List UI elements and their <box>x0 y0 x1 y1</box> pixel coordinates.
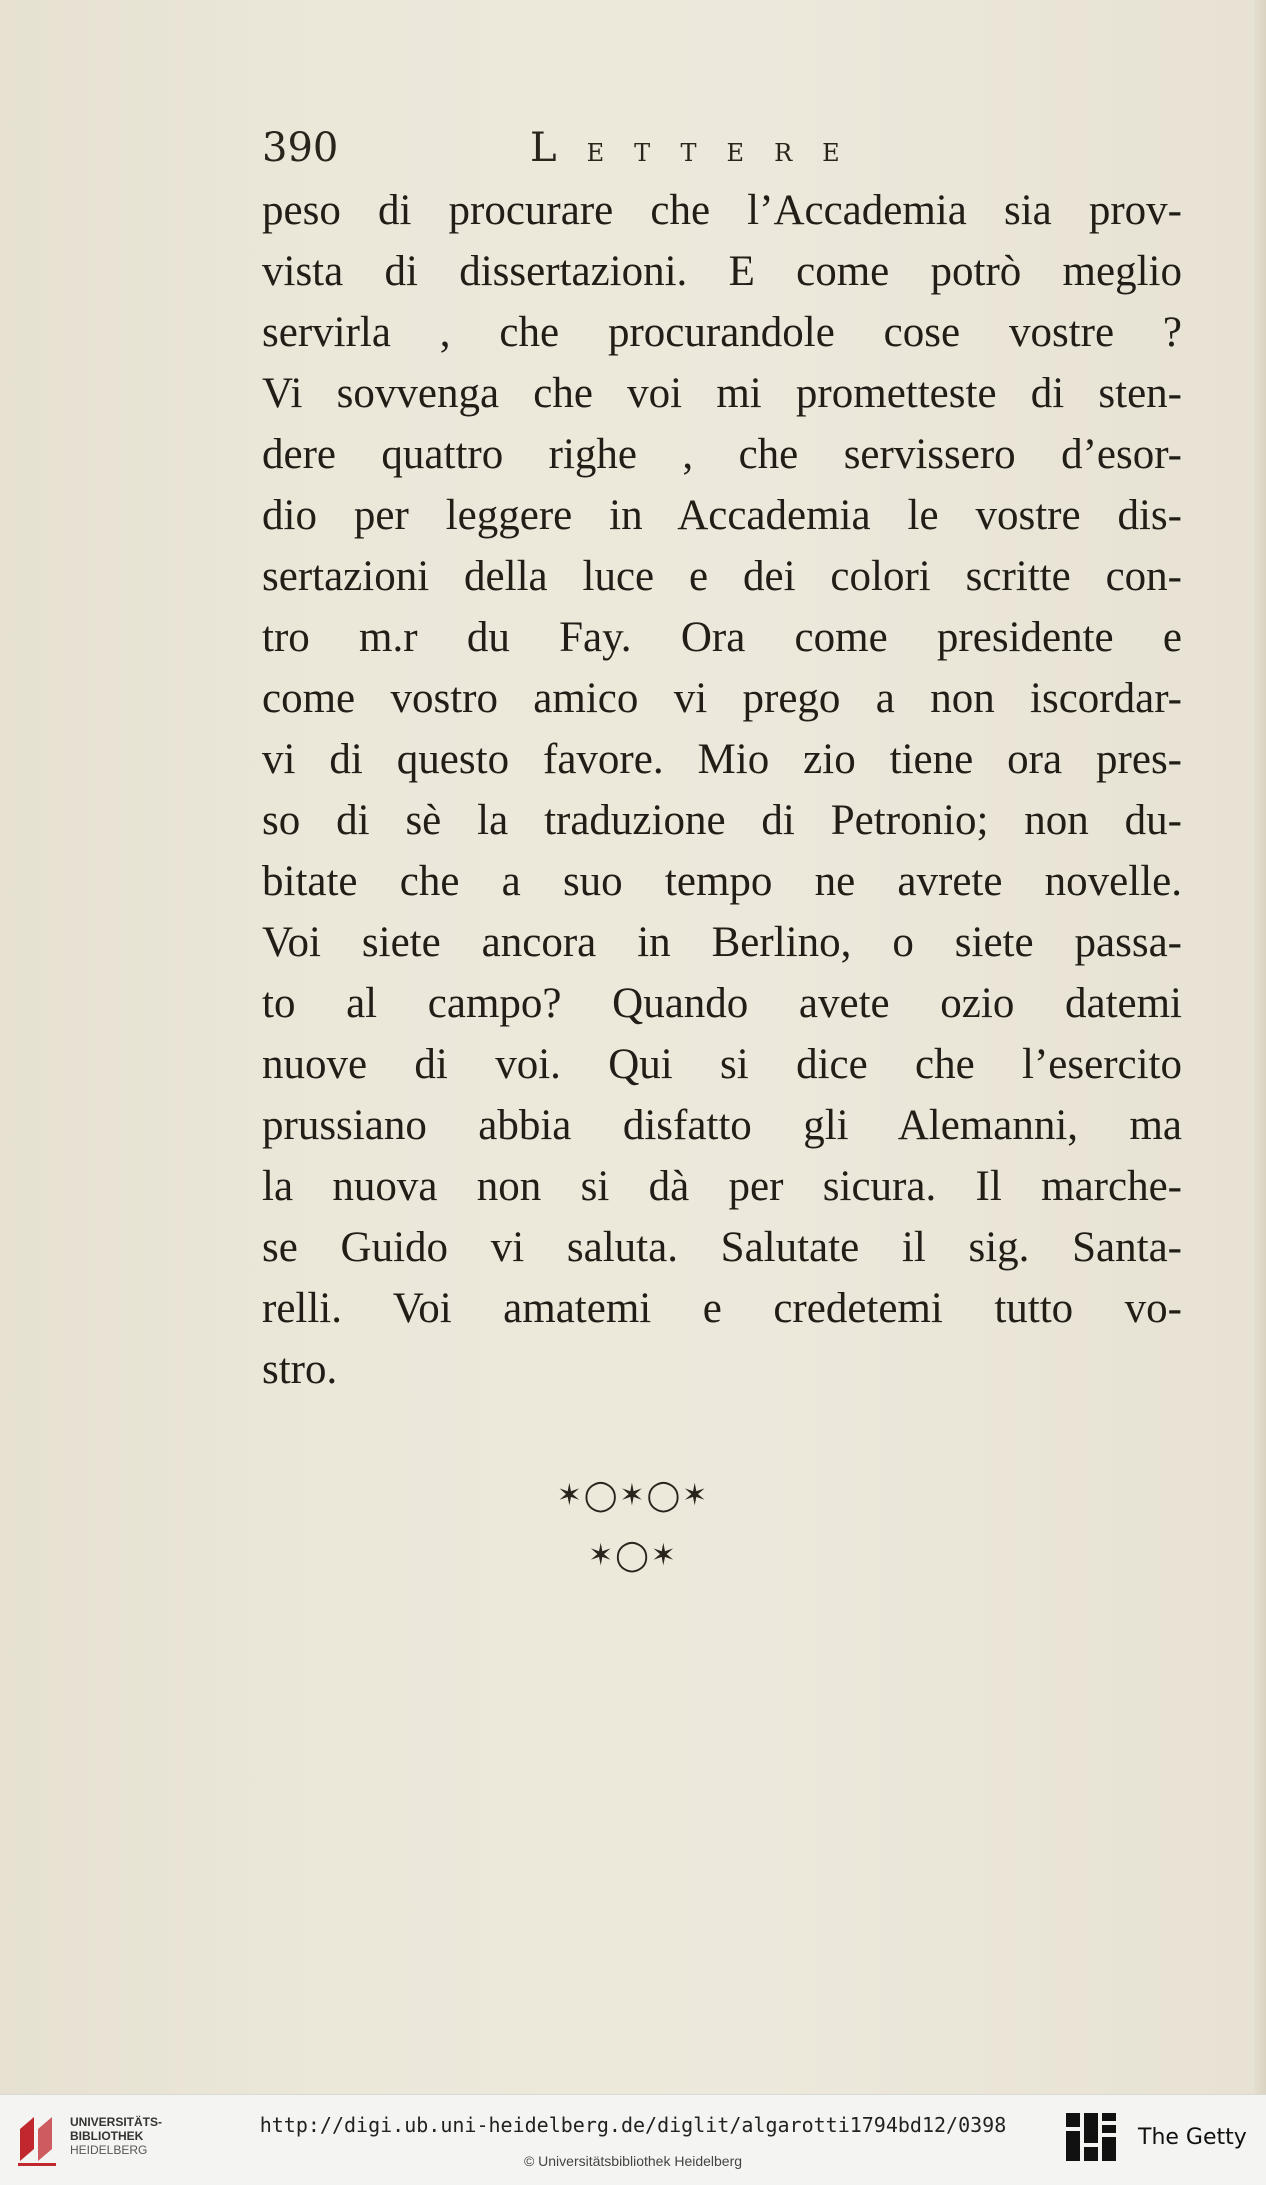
partner-name: The Getty <box>1138 2125 1247 2150</box>
text-line: prussiano abbia disfatto gli Alemanni, ma <box>262 1102 1182 1149</box>
text-line: peso di procurare che l’Accademia sia prov- <box>262 187 1182 234</box>
running-title: LETTERE <box>530 125 870 171</box>
page-number: 390 <box>262 125 339 171</box>
library-name-line: UNIVERSITÄTS- <box>70 2115 163 2129</box>
text-line: dio per leggere in Accademia le vostre dis- <box>262 492 1182 539</box>
text-line: servirla , che procurandole cose vostre ? <box>262 309 1182 356</box>
text-line: se Guido vi saluta. Salutate il sig. Santa- <box>262 1224 1182 1271</box>
getty-logo-icon <box>1064 2111 1120 2167</box>
library-name-line: HEIDELBERG <box>70 2143 148 2157</box>
text-line: tro m.r du Fay. Ora come presidente e <box>262 614 1182 661</box>
text-line: to al campo? Quando avete ozio datemi <box>262 980 1182 1027</box>
text-line: la nuova non si dà per sicura. Il marche- <box>262 1163 1182 1210</box>
text-line: vista di dissertazioni. E come potrò meglio <box>262 248 1182 295</box>
permalink-url[interactable]: http://digi.ub.uni-heidelberg.de/diglit/algarotti1794bd12/0398 <box>259 2113 1007 2137</box>
text-line: Vi sovvenga che voi mi prometteste di sten- <box>262 370 1182 417</box>
text-line: sertazioni della luce e dei colori scritte con- <box>262 553 1182 600</box>
ornament-top: ✶◯✶◯✶ <box>556 1478 710 1513</box>
text-line: dere quattro righe , che servissero d’esor- <box>262 431 1182 478</box>
text-line: stro. <box>262 1346 338 1393</box>
library-name-line: BIBLIOTHEK <box>70 2129 144 2143</box>
page-edge <box>1254 0 1266 2094</box>
text-line: nuove di voi. Qui si dice che l’esercito <box>262 1041 1182 1088</box>
copyright-notice: © Universitätsbibliothek Heidelberg <box>523 2153 743 2169</box>
footer-bar <box>0 2094 1266 2185</box>
text-line: Voi siete ancora in Berlino, o siete passa- <box>262 919 1182 966</box>
running-head <box>262 118 962 178</box>
text-line: vi di questo favore. Mio zio tiene ora pres- <box>262 736 1182 783</box>
ornament-bottom: ✶◯✶ <box>588 1538 678 1573</box>
text-line: come vostro amico vi prego a non iscordar- <box>262 675 1182 722</box>
text-line: so di sè la traduzione di Petronio; non du- <box>262 797 1182 844</box>
text-line: bitate che a suo tempo ne avrete novelle. <box>262 858 1182 905</box>
body-text <box>262 180 1182 1400</box>
text-line: relli. Voi amatemi e credetemi tutto vo- <box>262 1285 1182 1332</box>
